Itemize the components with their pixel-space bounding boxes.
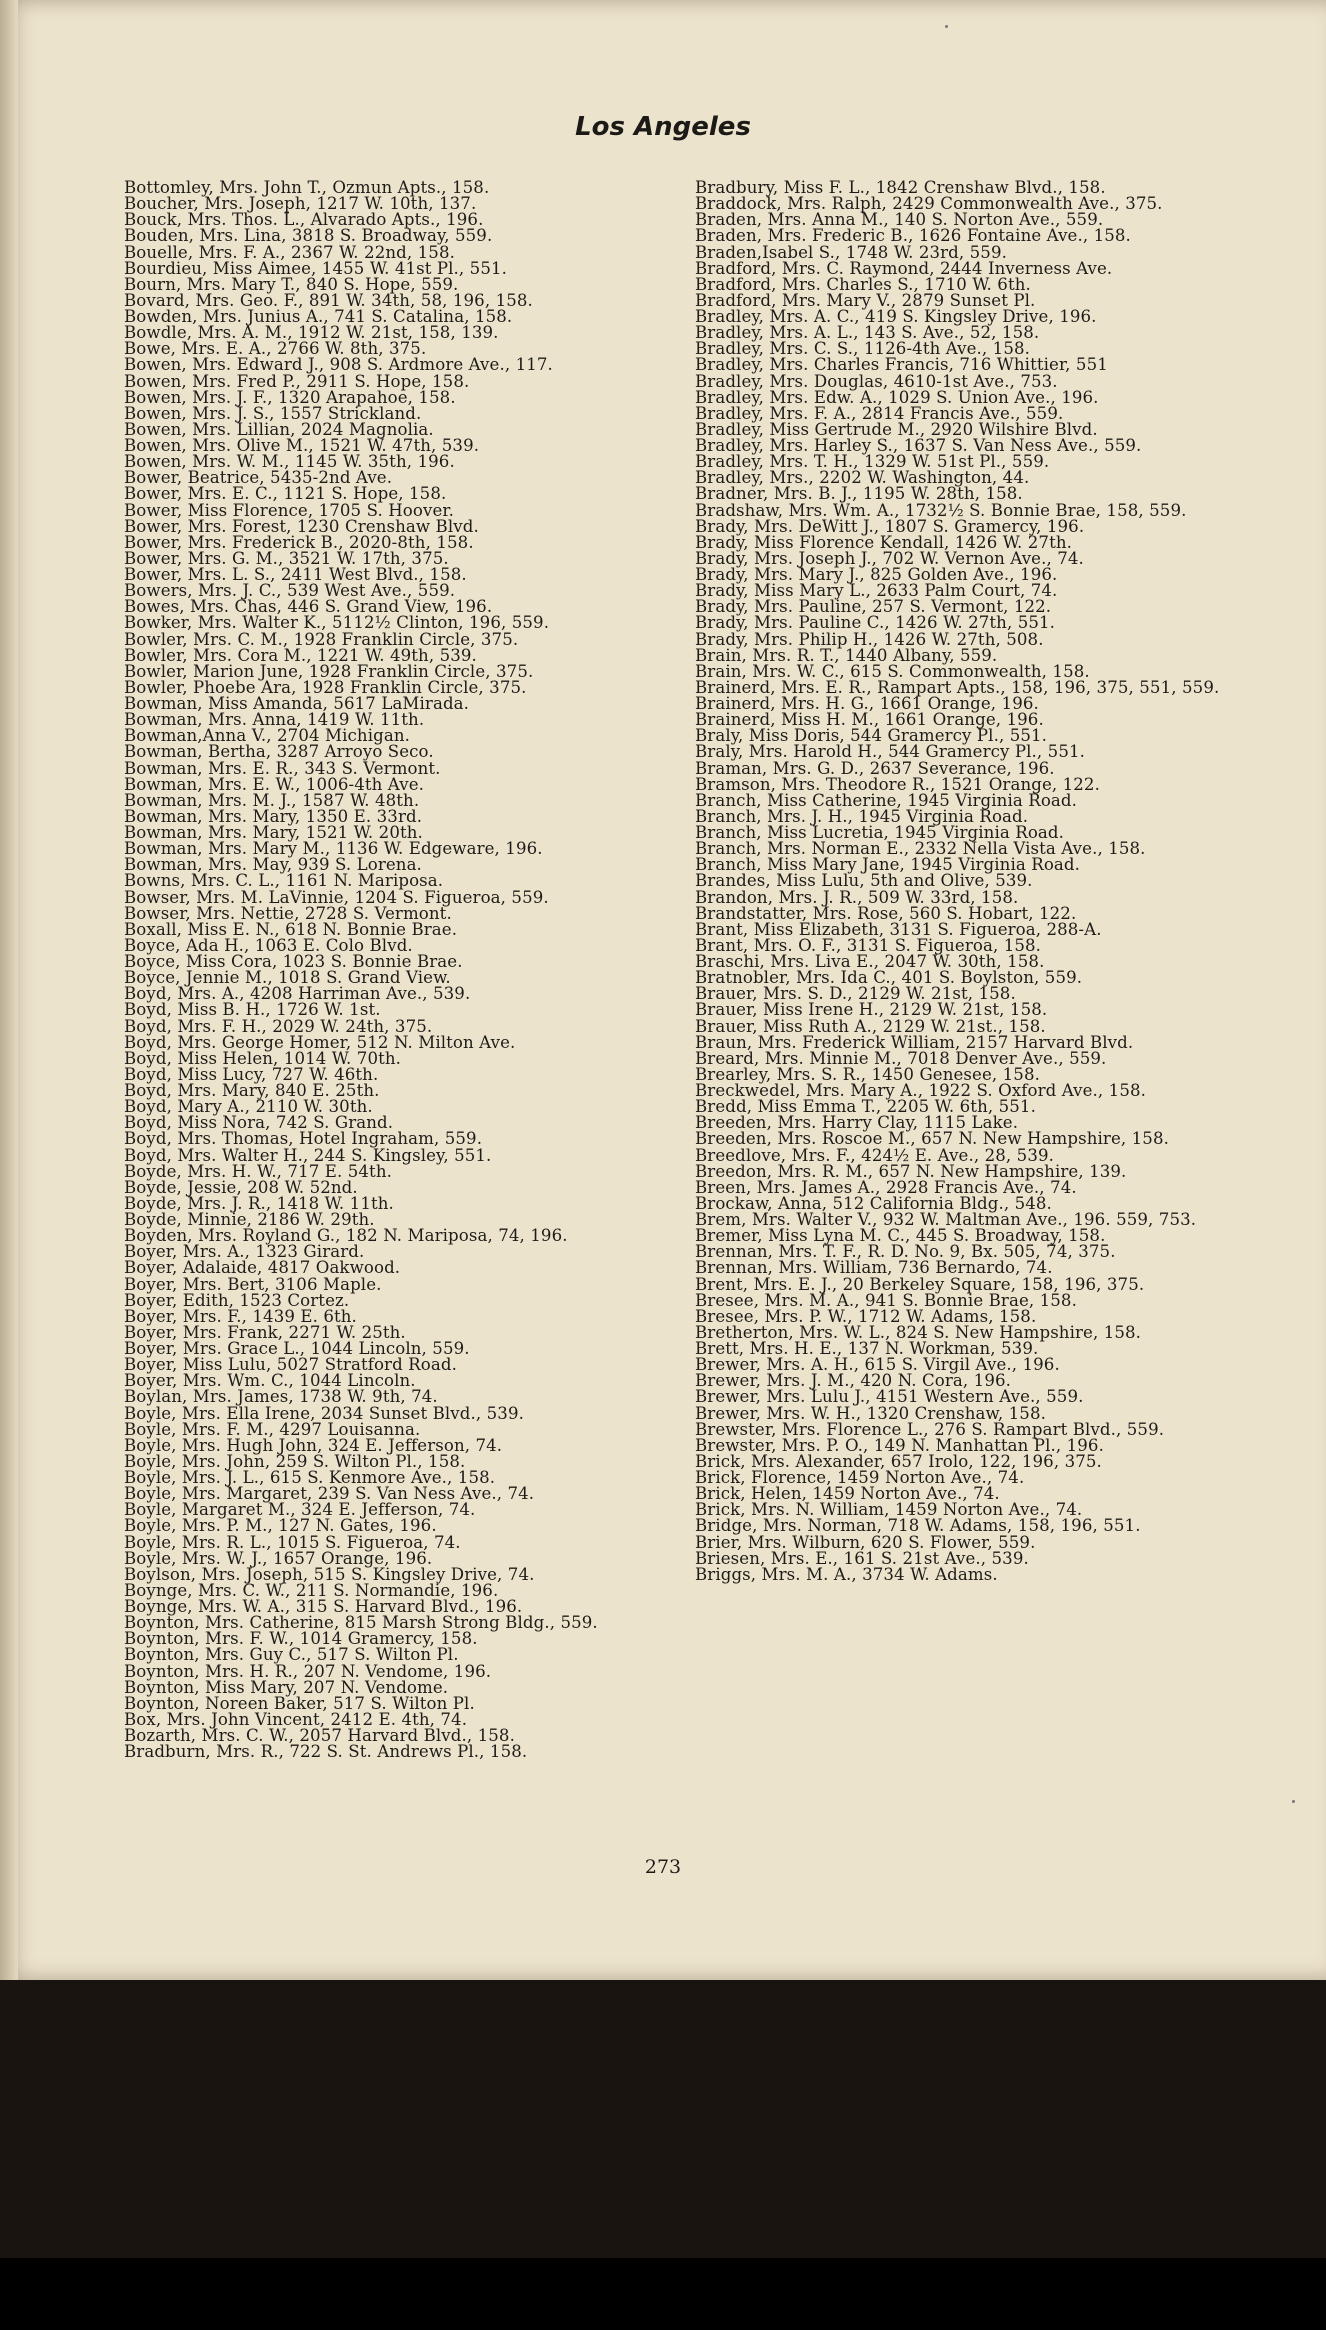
directory-entry: Bowler, Marion June, 1928 Franklin Circle, 375. [124, 661, 534, 681]
page-spine-shadow [0, 0, 18, 1980]
scan-border [0, 2258, 1326, 2330]
directory-entry: Bouden, Mrs. Lina, 3818 S. Broadway, 559. [124, 226, 493, 246]
directory-entry: Bridge, Mrs. Norman, 718 W. Adams, 158, 196, 551. [695, 1516, 1141, 1536]
directory-entry: Bradley, Mrs. Edw. A., 1029 S. Union Ave., 196. [695, 387, 1099, 407]
left-column [124, 180, 676, 1760]
directory-entry: Brady, Miss Mary L., 2633 Palm Court, 74. [695, 581, 1058, 601]
directory-entry: Bowler, Mrs. Cora M., 1221 W. 49th, 539. [124, 645, 477, 665]
directory-entry: Brainerd, Mrs. E. R., Rampart Apts., 158, 196, 375, 551, 559. [695, 677, 1220, 697]
directory-entry: Brandes, Miss Lulu, 5th and Olive, 539. [695, 871, 1033, 891]
directory-entry: Bozarth, Mrs. C. W., 2057 Harvard Blvd., 158. [124, 1726, 515, 1745]
directory-entry: Brick, Florence, 1459 Norton Ave., 74. [695, 1468, 1025, 1487]
directory-entry: Boynton, Noreen Baker, 517 S. Wilton Pl. [124, 1693, 475, 1713]
directory-entry: Boyer, Mrs. Grace L., 1044 Lincoln, 559. [124, 1339, 470, 1358]
directory-entry: Bowman, Mrs. M. J., 1587 W. 48th. [124, 790, 420, 810]
directory-entry: Bowler, Mrs. C. M., 1928 Franklin Circle, 375. [124, 629, 519, 649]
directory-entry: Bowes, Mrs. Chas, 446 S. Grand View, 196. [124, 597, 493, 617]
directory-entry: Boynton, Mrs. Catherine, 815 Marsh Strong Bldg., 559. [124, 1613, 598, 1633]
directory-entry: Boyd, Mrs. A., 4208 Harriman Ave., 539. [124, 984, 471, 1004]
directory-entry: Boyd, Mrs. Mary, 840 E. 25th. [124, 1081, 380, 1100]
directory-entry: Braden,Isabel S., 1748 W. 23rd, 559. [695, 242, 1007, 262]
directory-entry: Briggs, Mrs. M. A., 3734 W. Adams. [695, 1564, 998, 1584]
directory-entry: Briesen, Mrs. E., 161 S. 21st Ave., 539. [695, 1548, 1029, 1568]
directory-entry: Boyde, Mrs. J. R., 1418 W. 11th. [124, 1193, 394, 1213]
directory-entry: Boyde, Minnie, 2186 W. 29th. [124, 1210, 375, 1229]
directory-entry: Bowser, Mrs. M. LaVinnie, 1204 S. Figueroa, 559. [124, 887, 549, 907]
directory-entry: Bowler, Phoebe Ara, 1928 Franklin Circle, 375. [124, 677, 527, 697]
directory-entry: Brainerd, Mrs. H. G., 1661 Orange, 196. [695, 694, 1039, 713]
directory-entry: Bradley, Mrs. F. A., 2814 Francis Ave., 559. [695, 403, 1064, 423]
directory-entry: Bowdle, Mrs. A. M., 1912 W. 21st, 158, 139. [124, 323, 499, 343]
directory-entry: Boyd, Miss Lucy, 727 W. 46th. [124, 1064, 379, 1084]
directory-entry: Boynton, Mrs. H. R., 207 N. Vendome, 196. [124, 1661, 492, 1681]
directory-entry: Brick, Mrs. Alexander, 657 Irolo, 122, 196, 375. [695, 1451, 1102, 1471]
directory-entry: Bower, Beatrice, 5435-2nd Ave. [124, 468, 393, 488]
directory-entry: Brady, Mrs. Philip H., 1426 W. 27th, 508. [695, 629, 1044, 649]
directory-entry: Bowen, Mrs. Fred P., 2911 S. Hope, 158. [124, 371, 470, 391]
directory-entry: Boyle, Mrs. John, 259 S. Wilton Pl., 158. [124, 1451, 466, 1471]
directory-entry: Bourn, Mrs. Mary T., 840 S. Hope, 559. [124, 274, 459, 294]
directory-entry: Bowen, Mrs. Edward J., 908 S. Ardmore Ave., 117. [124, 355, 553, 375]
directory-entry: Braddock, Mrs. Ralph, 2429 Commonwealth Ave., 375. [695, 194, 1163, 214]
directory-entry: Bowman, Miss Amanda, 5617 LaMirada. [124, 694, 470, 713]
directory-entry: Brauer, Miss Irene H., 2129 W. 21st, 158. [695, 1000, 1048, 1020]
directory-entry: Bretherton, Mrs. W. L., 824 S. New Hampshire, 158. [695, 1322, 1142, 1342]
directory-entry: Brennan, Mrs. T. F., R. D. No. 9, Bx. 505, 74, 375. [695, 1242, 1116, 1262]
directory-entry: Brick, Mrs. N. William, 1459 Norton Ave., 74. [695, 1500, 1083, 1520]
directory-entry: Breeden, Mrs. Roscoe M., 657 N. New Hampshire, 158. [695, 1129, 1169, 1149]
directory-entry: Bouelle, Mrs. F. A., 2367 W. 22nd, 158. [124, 242, 455, 262]
directory-entry: Bower, Mrs. Forest, 1230 Crenshaw Blvd. [124, 516, 479, 536]
directory-entry: Bradley, Mrs. Douglas, 4610-1st Ave., 753. [695, 371, 1058, 391]
directory-entry: Brauer, Mrs. S. D., 2129 W. 21st, 158. [695, 984, 1016, 1004]
directory-entry: Branch, Miss Lucretia, 1945 Virginia Road. [695, 823, 1065, 842]
directory-entry: Bower, Mrs. E. C., 1121 S. Hope, 158. [124, 484, 447, 504]
directory-entry: Bowen, Mrs. W. M., 1145 W. 35th, 196. [124, 452, 455, 472]
directory-entry: Boynton, Miss Mary, 207 N. Vendome. [124, 1677, 449, 1697]
directory-entry: Brewer, Mrs. A. H., 615 S. Virgil Ave., 196. [695, 1355, 1060, 1375]
directory-entry: Bresee, Mrs. P. W., 1712 W. Adams, 158. [695, 1306, 1037, 1326]
directory-entry: Boyer, Mrs. A., 1323 Girard. [124, 1242, 365, 1262]
directory-entry: Boynton, Mrs. Guy C., 517 S. Wilton Pl. [124, 1645, 459, 1665]
directory-entry: Bresee, Mrs. M. A., 941 S. Bonnie Brae, 158. [695, 1290, 1077, 1310]
directory-entry: Bowen, Mrs. J. F., 1320 Arapahoe, 158. [124, 387, 456, 407]
directory-entry: Bramson, Mrs. Theodore R., 1521 Orange, 122. [695, 774, 1100, 794]
directory-entry: Bowman, Mrs. May, 939 S. Lorena. [124, 855, 422, 875]
directory-entry: Boyce, Miss Cora, 1023 S. Bonnie Brae. [124, 952, 463, 971]
directory-entry: Bredd, Miss Emma T., 2205 W. 6th, 551. [695, 1097, 1036, 1117]
directory-entry: Bremer, Miss Lyna M. C., 445 S. Broadway, 158. [695, 1226, 1106, 1246]
directory-entry: Boucher, Mrs. Joseph, 1217 W. 10th, 137. [124, 194, 477, 214]
directory-entry: Brent, Mrs. E. J., 20 Berkeley Square, 158, 196, 375. [695, 1274, 1145, 1294]
directory-entry: Breckwedel, Mrs. Mary A., 1922 S. Oxford Ave., 158. [695, 1081, 1147, 1100]
directory-entry: Bowe, Mrs. E. A., 2766 W. 8th, 375. [124, 339, 427, 359]
directory-entry: Brady, Mrs. Pauline, 257 S. Vermont, 122. [695, 597, 1052, 617]
directory-entry: Bowers, Mrs. J. C., 539 West Ave., 559. [124, 581, 456, 601]
directory-entry: Boyd, Miss Helen, 1014 W. 70th. [124, 1048, 402, 1068]
directory-entry: Brewer, Mrs. Lulu J., 4151 Western Ave., 559. [695, 1387, 1084, 1407]
directory-entry: Bradley, Mrs. Charles Francis, 716 Whittier, 551 [695, 355, 1108, 375]
directory-entry: Bower, Miss Florence, 1705 S. Hoover. [124, 500, 454, 520]
directory-entry: Boyle, Margaret M., 324 E. Jefferson, 74. [124, 1500, 476, 1520]
directory-entry: Boyer, Miss Lulu, 5027 Stratford Road. [124, 1355, 457, 1375]
directory-entry: Boyden, Mrs. Royland G., 182 N. Mariposa, 74, 196. [124, 1226, 568, 1246]
directory-entry: Boyd, Mrs. Walter H., 244 S. Kingsley, 551. [124, 1145, 492, 1165]
directory-entry: Bouck, Mrs. Thos. L., Alvarado Apts., 196. [124, 210, 484, 230]
directory-entry: Boyd, Mrs. Thomas, Hotel Ingraham, 559. [124, 1129, 483, 1149]
directory-entry: Boyd, Miss B. H., 1726 W. 1st. [124, 1000, 381, 1020]
dust-speck [1292, 1800, 1295, 1803]
directory-entry: Bowman, Mrs. Mary, 1521 W. 20th. [124, 823, 423, 842]
directory-entry: Brockaw, Anna, 512 California Bldg., 548. [695, 1193, 1052, 1213]
directory-entry: Boyle, Mrs. R. L., 1015 S. Figueroa, 74. [124, 1532, 461, 1552]
directory-entry: Boyer, Mrs. Frank, 2271 W. 25th. [124, 1322, 406, 1342]
directory-entry: Bratnobler, Mrs. Ida C., 401 S. Boylston, 559. [695, 968, 1083, 988]
directory-entry: Boyer, Mrs. F., 1439 E. 6th. [124, 1306, 357, 1326]
directory-entry: Breen, Mrs. James A., 2928 Francis Ave., 74. [695, 1177, 1077, 1197]
directory-entry: Breedon, Mrs. R. M., 657 N. New Hampshire, 139. [695, 1161, 1127, 1181]
directory-entry: Boyer, Edith, 1523 Cortez. [124, 1290, 350, 1310]
directory-entry: Brick, Helen, 1459 Norton Ave., 74. [695, 1484, 1000, 1504]
directory-entry: Boyd, Mary A., 2110 W. 30th. [124, 1097, 373, 1117]
directory-entry: Bovard, Mrs. Geo. F., 891 W. 34th, 58, 196, 158. [124, 290, 533, 310]
directory-entry: Boyde, Mrs. H. W., 717 E. 54th. [124, 1161, 392, 1181]
directory-entry: Brain, Mrs. R. T., 1440 Albany, 559. [695, 645, 998, 665]
directory-entry: Brain, Mrs. W. C., 615 S. Commonwealth, 158. [695, 661, 1090, 681]
directory-entry: Breedlove, Mrs. F., 424½ E. Ave., 28, 539. [695, 1145, 1055, 1165]
directory-entry: Braden, Mrs. Frederic B., 1626 Fontaine Ave., 158. [695, 226, 1131, 246]
directory-entry: Boyd, Mrs. George Homer, 512 N. Milton Ave. [124, 1032, 516, 1052]
page-number: 273 [644, 1856, 682, 1878]
directory-entry: Bowman, Mrs. Anna, 1419 W. 11th. [124, 710, 425, 730]
directory-entry: Boyle, Mrs. F. M., 4297 Louisanna. [124, 1419, 421, 1439]
directory-entry: Boxall, Miss E. N., 618 N. Bonnie Brae. [124, 919, 458, 939]
directory-entry: Brandon, Mrs. J. R., 509 W. 33rd, 158. [695, 887, 1019, 907]
directory-entry: Bowns, Mrs. C. L., 1161 N. Mariposa. [124, 871, 444, 891]
directory-entry: Brier, Mrs. Wilburn, 620 S. Flower, 559. [695, 1532, 1036, 1552]
directory-entry: Bowen, Mrs. J. S., 1557 Strickland. [124, 403, 422, 423]
directory-entry: Brewster, Mrs. Florence L., 276 S. Rampart Blvd., 559. [695, 1419, 1165, 1439]
directory-entry: Braly, Miss Doris, 544 Gramercy Pl., 551. [695, 726, 1048, 746]
directory-entry: Brady, Mrs. Mary J., 825 Golden Ave., 196. [695, 565, 1058, 584]
directory-entry: Brennan, Mrs. William, 736 Bernardo, 74. [695, 1258, 1053, 1278]
directory-entry: Bowman, Mrs. Mary M., 1136 W. Edgeware, 196. [124, 839, 543, 859]
directory-entry: Boylson, Mrs. Joseph, 515 S. Kingsley Drive, 74. [124, 1564, 535, 1584]
directory-entry: Bowden, Mrs. Junius A., 741 S. Catalina, 158. [124, 307, 513, 326]
directory-entry: Brauer, Miss Ruth A., 2129 W. 21st., 158. [695, 1016, 1046, 1036]
directory-entry: Bradshaw, Mrs. Wm. A., 1732½ S. Bonnie Brae, 158, 559. [695, 500, 1187, 520]
directory-entry: Branch, Miss Mary Jane, 1945 Virginia Road. [695, 855, 1081, 875]
directory-entry: Braschi, Mrs. Liva E., 2047 W. 30th, 158. [695, 952, 1045, 971]
directory-entry: Boyde, Jessie, 208 W. 52nd. [124, 1177, 358, 1197]
directory-entry: Boylan, Mrs. James, 1738 W. 9th, 74. [124, 1387, 438, 1407]
directory-entry: Brainerd, Miss H. M., 1661 Orange, 196. [695, 710, 1044, 730]
directory-entry: Bradley, Mrs. A. C., 419 S. Kingsley Drive, 196. [695, 307, 1097, 326]
directory-entry: Brady, Miss Florence Kendall, 1426 W. 27th. [695, 532, 1072, 552]
directory-entry: Breeden, Mrs. Harry Clay, 1115 Lake. [695, 1113, 1019, 1133]
directory-entry: Boyce, Jennie M., 1018 S. Grand View. [124, 968, 451, 988]
directory-entry: Boynton, Mrs. F. W., 1014 Gramercy, 158. [124, 1629, 478, 1649]
directory-entry: Boyle, Mrs. Margaret, 239 S. Van Ness Ave., 74. [124, 1484, 535, 1504]
directory-entry: Bowman, Mrs. E. R., 343 S. Vermont. [124, 758, 441, 778]
directory-entry: Bowen, Mrs. Olive M., 1521 W. 47th, 539. [124, 436, 480, 455]
directory-entry: Boyle, Mrs. J. L., 615 S. Kenmore Ave., 158. [124, 1468, 496, 1487]
page-title: Los Angeles [575, 112, 751, 142]
directory-entry: Bower, Mrs. Frederick B., 2020-8th, 158. [124, 532, 474, 552]
directory-entry: Bradley, Mrs. A. L., 143 S. Ave., 52, 158. [695, 323, 1040, 343]
directory-entry: Brant, Miss Elizabeth, 3131 S. Figueroa, 288-A. [695, 919, 1102, 939]
directory-entry: Boyle, Mrs. P. M., 127 N. Gates, 196. [124, 1516, 437, 1536]
directory-entry: Brady, Mrs. Pauline C., 1426 W. 27th, 551. [695, 613, 1056, 633]
directory-entry: Brewer, Mrs. J. M., 420 N. Cora, 196. [695, 1371, 1012, 1391]
directory-entry: Boyce, Ada H., 1063 E. Colo Blvd. [124, 935, 413, 955]
directory-entry: Brem, Mrs. Walter V., 932 W. Maltman Ave., 196. 559, 753. [695, 1210, 1197, 1229]
directory-entry: Braden, Mrs. Anna M., 140 S. Norton Ave., 559. [695, 210, 1104, 230]
directory-entry: Bradford, Mrs. Mary V., 2879 Sunset Pl. [695, 290, 1036, 310]
directory-entry: Braun, Mrs. Frederick William, 2157 Harvard Blvd. [695, 1032, 1134, 1052]
directory-entry: Boyle, Mrs. Ella Irene, 2034 Sunset Blvd., 539. [124, 1403, 524, 1423]
right-column [695, 180, 1237, 1583]
directory-entry: Bradley, Mrs. Harley S., 1637 S. Van Ness Ave., 559. [695, 436, 1142, 455]
directory-entry: Bowman, Mrs. E. W., 1006-4th Ave. [124, 774, 424, 794]
directory-entry: Bourdieu, Miss Aimee, 1455 W. 41st Pl., 551. [124, 258, 508, 278]
directory-entry: Bowman, Mrs. Mary, 1350 E. 33rd. [124, 806, 423, 826]
directory-entry: Boyer, Mrs. Bert, 3106 Maple. [124, 1274, 382, 1294]
directory-entry: Bradford, Mrs. C. Raymond, 2444 Inverness Ave. [695, 258, 1113, 278]
directory-entry: Bradley, Mrs. T. H., 1329 W. 51st Pl., 559. [695, 452, 1050, 472]
directory-entry: Bowen, Mrs. Lillian, 2024 Magnolia. [124, 419, 434, 439]
directory-entry: Boynge, Mrs. W. A., 315 S. Harvard Blvd., 196. [124, 1597, 523, 1616]
directory-entry: Brady, Mrs. Joseph J., 702 W. Vernon Ave., 74. [695, 548, 1084, 568]
directory-entry: Braman, Mrs. G. D., 2637 Severance, 196. [695, 758, 1055, 778]
directory-entry: Brearley, Mrs. S. R., 1450 Genesee, 158. [695, 1064, 1040, 1084]
directory-entry: Branch, Mrs. J. H., 1945 Virginia Road. [695, 806, 1029, 826]
directory-entry: Boyd, Mrs. F. H., 2029 W. 24th, 375. [124, 1016, 433, 1036]
directory-entry: Boyle, Mrs. Hugh John, 324 E. Jefferson, 74. [124, 1435, 503, 1455]
directory-entry: Boyer, Adalaide, 4817 Oakwood. [124, 1258, 401, 1278]
directory-entry: Braly, Mrs. Harold H., 544 Gramercy Pl., 551. [695, 742, 1086, 762]
directory-entry: Bradley, Miss Gertrude M., 2920 Wilshire Blvd. [695, 419, 1098, 439]
directory-entry: Bradley, Mrs. C. S., 1126-4th Ave., 158. [695, 339, 1031, 359]
directory-entry: Branch, Miss Catherine, 1945 Virginia Road. [695, 790, 1078, 810]
directory-entry: Boyer, Mrs. Wm. C., 1044 Lincoln. [124, 1371, 416, 1391]
directory-entry: Brady, Mrs. DeWitt J., 1807 S. Gramercy, 196. [695, 516, 1085, 536]
directory-entry: Bradford, Mrs. Charles S., 1710 W. 6th. [695, 274, 1031, 294]
directory-entry: Bradner, Mrs. B. J., 1195 W. 28th, 158. [695, 484, 1023, 504]
directory-entry: Bradburn, Mrs. R., 722 S. St. Andrews Pl., 158. [124, 1742, 528, 1762]
directory-entry: Bower, Mrs. G. M., 3521 W. 17th, 375. [124, 548, 449, 568]
directory-entry: Brandstatter, Mrs. Rose, 560 S. Hobart, 122. [695, 903, 1077, 923]
directory-entry: Boyle, Mrs. W. J., 1657 Orange, 196. [124, 1548, 433, 1568]
directory-entry: Bowser, Mrs. Nettie, 2728 S. Vermont. [124, 903, 452, 923]
directory-entry: Brewster, Mrs. P. O., 149 N. Manhattan Pl., 196. [695, 1435, 1104, 1455]
directory-entry: Bottomley, Mrs. John T., Ozmun Apts., 158. [124, 178, 490, 197]
directory-entry: Bradley, Mrs., 2202 W. Washington, 44. [695, 468, 1030, 488]
directory-entry: Bowman, Bertha, 3287 Arroyo Seco. [124, 742, 434, 762]
directory-entry: Boyd, Miss Nora, 742 S. Grand. [124, 1113, 394, 1133]
directory-entry: Bowker, Mrs. Walter K., 5112½ Clinton, 196, 559. [124, 613, 550, 633]
directory-entry: Breard, Mrs. Minnie M., 7018 Denver Ave., 559. [695, 1048, 1107, 1068]
directory-entry: Branch, Mrs. Norman E., 2332 Nella Vista Ave., 158. [695, 839, 1146, 859]
directory-entry: Brant, Mrs. O. F., 3131 S. Figueroa, 158. [695, 935, 1042, 955]
directory-entry: Boynge, Mrs. C. W., 211 S. Normandie, 196. [124, 1580, 499, 1600]
directory-entry: Box, Mrs. John Vincent, 2412 E. 4th, 74. [124, 1709, 468, 1729]
directory-entry: Brewer, Mrs. W. H., 1320 Crenshaw, 158. [695, 1403, 1046, 1423]
directory-entry: Bradbury, Miss F. L., 1842 Crenshaw Blvd., 158. [695, 178, 1106, 197]
directory-entry: Brett, Mrs. H. E., 137 N. Workman, 539. [695, 1339, 1039, 1358]
directory-entry: Bowman,Anna V., 2704 Michigan. [124, 726, 410, 746]
dust-speck [945, 25, 948, 28]
directory-entry: Bower, Mrs. L. S., 2411 West Blvd., 158. [124, 565, 467, 584]
